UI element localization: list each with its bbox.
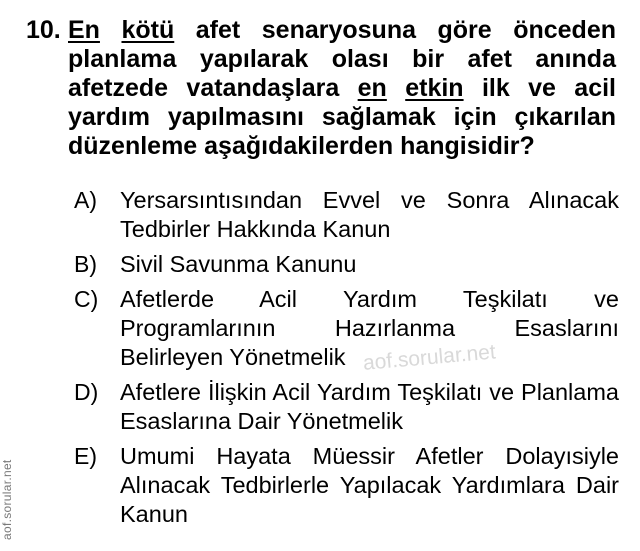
emphasis-etkin: etkin [405,74,464,102]
option-letter: C) [74,286,99,312]
option-letter: A) [74,187,97,213]
option-letter: D) [74,379,99,405]
option-text: Sivil Savunma Kanunu [120,251,357,277]
answer-options [74,186,619,535]
emphasis-kotu: kötü [121,16,175,44]
emphasis-en-2: en [357,74,387,102]
question-text-segment: ilk ve acil yardım yapılmasını sağlamak için çıkarılan düzenleme aşağıdakilerden hangisidir? [68,74,616,160]
option-text: Umumi Hayata Müessir Afetler Dolayısiyle Alınacak Tedbirlerle Yapılacak Yardımlara Dair Kanun [120,443,619,527]
question-number: 10. [26,16,61,44]
question-text-segment: afet senaryosuna göre önceden planlama yapılarak olası bir afet anında afetzede vatandaşlara [68,16,617,102]
option-text: Yersarsıntısından Evvel ve Sonra Alınacak Tedbirler Hakkında Kanun [120,187,619,242]
option-b[interactable] [74,250,619,279]
watermark: aof.sorular.net [362,340,497,375]
option-letter: B) [74,251,97,277]
question-text [68,16,616,161]
option-text: Afetlerde Acil Yardım Teşkilatı ve Programlarının Hazırlanma Esaslarını Belirleyen Yönetmelik [120,286,619,370]
emphasis-en-1: En [68,16,100,44]
side-watermark: aof.sorular.net [0,459,14,540]
option-c[interactable] [74,285,619,372]
option-letter: E) [74,443,97,469]
option-text: Afetlere İlişkin Acil Yardım Teşkilatı ve Planlama Esaslarına Dair Yönetmelik [120,379,619,434]
option-e[interactable] [74,442,619,529]
option-a[interactable] [74,186,619,244]
option-d[interactable] [74,378,619,436]
